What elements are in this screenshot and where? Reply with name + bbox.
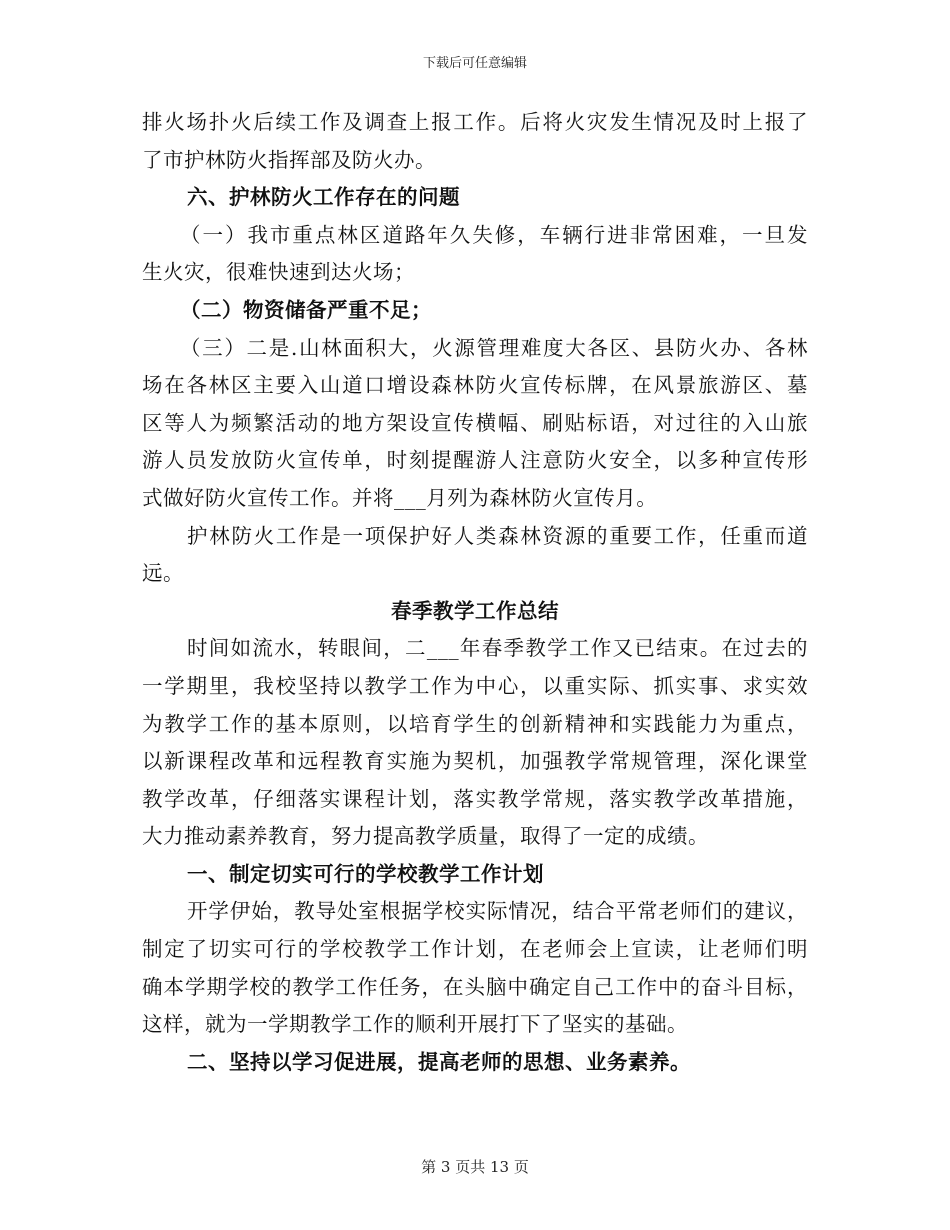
body-line: 场在各林区主要入山道口增设森林防火宣传标牌，在风景旅游区、墓 [142,373,808,398]
body-line: 式做好防火宣传工作。并将___月列为森林防火宣传月。 [142,485,658,510]
body-line: 了市护林防火指挥部及防火办。 [142,147,436,172]
body-line: （一）我市重点林区道路年久失修，车辆行进非常困难，一旦发 [180,222,808,247]
body-line: 这样，就为一学期教学工作的顺利开展打下了坚实的基础。 [142,1012,688,1037]
section-heading-problems: 六、护林防火工作存在的问题 [187,185,460,210]
subheading-supplies: （二）物资储备严重不足； [180,297,432,322]
document-title: 春季教学工作总结 [391,598,559,623]
body-line: 开学伊始，教导处室根据学校实际情况，结合平常老师们的建议， [187,899,808,924]
body-line: 确本学期学校的教学工作任务，在头脑中确定自己工作中的奋斗目标， [142,974,808,999]
body-line: 教学改革，仔细落实课程计划，落实教学常规，落实教学改革措施， [142,786,808,811]
body-line: 制定了切实可行的学校教学工作计划，在老师会上宣读，让老师们明 [142,937,808,962]
section-heading-study: 二、坚持以学习促进展，提高老师的思想、业务素养。 [187,1049,691,1074]
body-line: 排火场扑火后续工作及调查上报工作。后将火灾发生情况及时上报了 [142,110,808,134]
body-line: 游人员发放防火宣传单，时刻提醒游人注意防火安全，以多种宣传形 [142,448,808,473]
body-line: （三）二是.山林面积大，火源管理难度大各区、县防火办、各林 [180,335,808,360]
page-header-note: 下载后可任意编辑 [422,56,527,71]
body-line: 时间如流水，转眼间，二___年春季教学工作又已结束。在过去的 [187,636,808,661]
body-line: 远。 [142,561,184,586]
page-number-footer: 第 3 页共 13 页 [421,1158,529,1176]
body-line: 生火灾，很难快速到达火场； [142,260,415,285]
section-heading-plan: 一、制定切实可行的学校教学工作计划 [187,861,544,886]
body-line: 为教学工作的基本原则，以培育学生的创新精神和实践能力为重点， [142,711,808,736]
body-line: 护林防火工作是一项保护好人类森林资源的重要工作，任重而道 [187,523,808,548]
body-line: 区等人为频繁活动的地方架设宣传横幅、刷贴标语，对过往的入山旅 [142,410,808,435]
document-body [142,104,808,1081]
body-line: 以新课程改革和远程教育实施为契机，加强教学常规管理，深化课堂 [142,749,808,774]
body-line: 大力推动素养教育，努力提高教学质量，取得了一定的成绩。 [142,824,709,849]
body-line: 一学期里，我校坚持以教学工作为中心，以重实际、抓实事、求实效 [142,673,808,698]
